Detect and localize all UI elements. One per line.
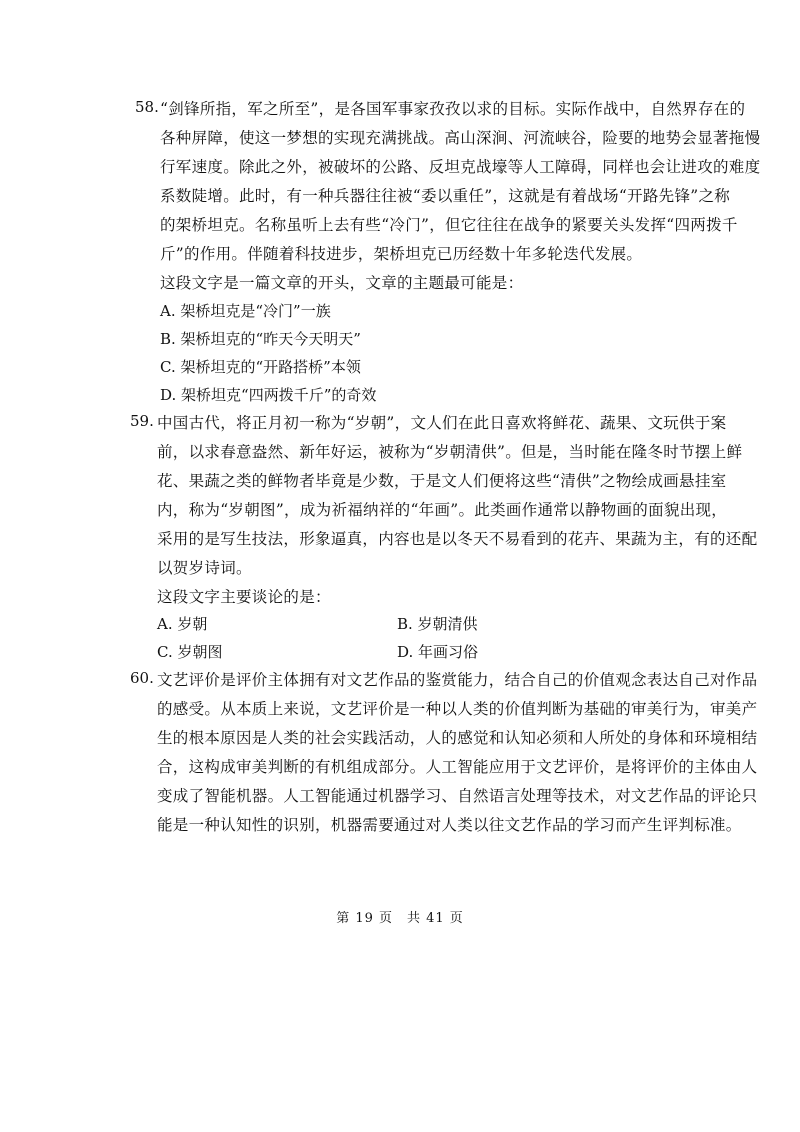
paragraph-line: 文艺评价是评价主体拥有对文艺作品的鉴赏能力，结合自己的价值观念表达自己对作品 bbox=[157, 671, 758, 689]
paragraph-line: 系数陡增。此时，有一种兵器往往被“委以重任”，这就是有着战场“开路先锋”之称 bbox=[160, 187, 731, 205]
paragraph-line: 合，这构成审美判断的有机组成部分。人工智能应用于文艺评价，是将评价的主体由人 bbox=[157, 758, 758, 776]
question-number: 59. bbox=[130, 412, 154, 430]
question-number: 58. bbox=[135, 98, 159, 116]
paragraph-line: 采用的是写生技法，形象逼真，内容也是以冬天不易看到的花卉、果蔬为主，有的还配 bbox=[157, 530, 758, 548]
paragraph-line: 前，以求春意盎然、新年好运，被称为“岁朝清供”。但是，当时能在隆冬时节摆上鲜 bbox=[157, 443, 743, 461]
paragraph-line: 变成了智能机器。人工智能通过机器学习、自然语言处理等技术，对文艺作品的评论只 bbox=[157, 787, 758, 805]
page-footer: 第 19 页 共 41 页 bbox=[336, 911, 464, 926]
option-d[interactable]: D. 架桥坦克“四两拨千斤”的奇效 bbox=[160, 386, 377, 404]
option-d[interactable]: D. 年画习俗 bbox=[397, 643, 479, 661]
paragraph-line: 花、果蔬之类的鲜物者毕竟是少数，于是文人们便将这些“清供”之物绘成画悬挂室 bbox=[157, 472, 727, 490]
paragraph-line: 行军速度。除此之外，被破坏的公路、反坦克战壕等人工障碍，同样也会让进攻的难度 bbox=[160, 158, 761, 176]
option-a[interactable]: A. 岁朝 bbox=[157, 615, 208, 633]
paragraph-line: 各种屏障，使这一梦想的实现充满挑战。高山深涧、河流峡谷，险要的地势会显著拖慢 bbox=[160, 129, 761, 147]
question-prompt: 这段文字是一篇文章的开头，文章的主题最可能是： bbox=[160, 274, 524, 292]
question-prompt: 这段文字主要谈论的是： bbox=[157, 588, 331, 606]
paragraph-line: 的架桥坦克。名称虽听上去有些“冷门”，但它往往在战争的紧要关头发挥“四两拨千 bbox=[160, 216, 738, 234]
option-b[interactable]: B. 岁朝清供 bbox=[397, 615, 478, 633]
option-c[interactable]: C. 架桥坦克的“开路搭桥”本领 bbox=[160, 358, 361, 376]
paragraph-line: 以贺岁诗词。 bbox=[157, 559, 252, 577]
paragraph-line: 中国古代，将正月初一称为“岁朝”，文人们在此日喜欢将鲜花、蔬果、文玩供于案 bbox=[157, 414, 727, 432]
paragraph-line: 生的根本原因是人类的社会实践活动，人的感觉和认知必须和人所处的身体和环境相结 bbox=[157, 729, 758, 747]
paragraph-line: 内，称为“岁朝图”，成为祈福纳祥的“年画”。此类画作通常以静物画的面貌出现， bbox=[157, 501, 728, 519]
question-number: 60. bbox=[130, 669, 154, 687]
option-b[interactable]: B. 架桥坦克的“昨天今天明天” bbox=[160, 330, 361, 348]
option-c[interactable]: C. 岁朝图 bbox=[157, 643, 223, 661]
paragraph-line: 的感受。从本质上来说，文艺评价是一种以人类的价值判断为基础的审美行为，审美产 bbox=[157, 700, 758, 718]
paragraph-line: 能是一种认知性的识别，机器需要通过对人类以往文艺作品的学习而产生评判标准。 bbox=[157, 816, 742, 834]
option-a[interactable]: A. 架桥坦克是“冷门”一族 bbox=[160, 302, 331, 320]
paragraph-line: 斤”的作用。伴随着科技进步，架桥坦克已历经数十年多轮迭代发展。 bbox=[160, 245, 643, 263]
paragraph-line: “剑锋所指，军之所至”，是各国军事家孜孜以求的目标。实际作战中，自然界存在的 bbox=[160, 100, 746, 118]
